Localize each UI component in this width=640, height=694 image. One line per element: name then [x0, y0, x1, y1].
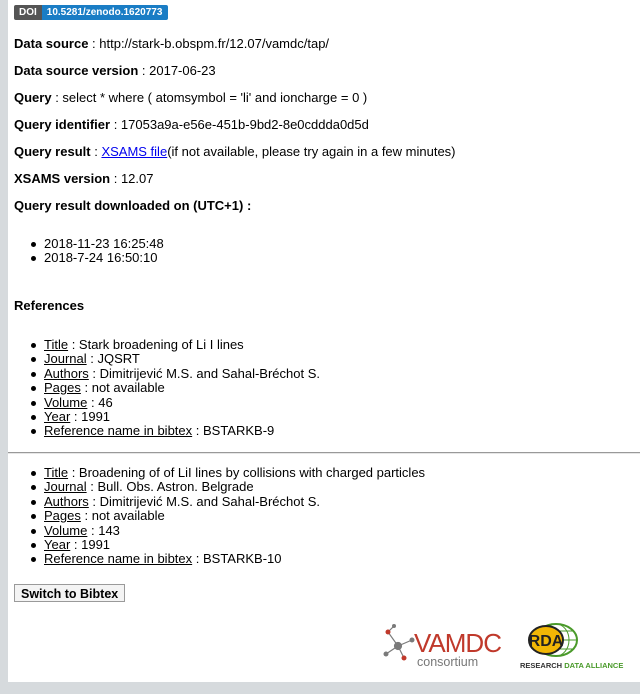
references-divider	[8, 452, 640, 454]
reference-field-value: : 46	[87, 394, 113, 410]
reference-field-key: Journal	[44, 479, 87, 495]
vamdc-logo-text: VAMDC	[414, 628, 501, 658]
rda-caption-part-2: DATA ALLIANCE	[564, 661, 624, 670]
reference-authors	[44, 367, 320, 381]
reference-field-key: Journal	[44, 351, 87, 367]
reference-field-value: : not available	[80, 508, 165, 524]
reference-title	[44, 466, 425, 480]
query-row	[14, 90, 367, 105]
data-source-row	[14, 36, 329, 51]
doi-badge[interactable]	[14, 5, 168, 20]
separator: :	[51, 90, 63, 105]
reference-volume	[44, 524, 425, 538]
doi-badge-label: DOI	[14, 5, 42, 20]
separator: :	[88, 36, 100, 51]
switch-to-bibtex-button[interactable]: Switch to Bibtex	[14, 584, 125, 602]
reference-title	[44, 338, 320, 352]
vamdc-logo-subtext: consortium	[417, 655, 479, 669]
data-source-version-label: Data source version	[14, 63, 139, 78]
reference-field-value: : Stark broadening of Li I lines	[68, 337, 244, 352]
reference-field-key: Year	[44, 537, 71, 553]
reference-bibtex-name	[44, 552, 425, 566]
reference-authors	[44, 495, 425, 509]
reference-field-key: Title	[44, 337, 69, 352]
reference-2	[8, 466, 425, 567]
reference-pages	[44, 509, 425, 523]
reference-field-key: Title	[44, 465, 69, 480]
reference-field-key: Reference name in bibtex	[44, 423, 193, 439]
data-source-version-row	[14, 63, 216, 78]
references-heading-row	[14, 298, 84, 313]
reference-field-key: Year	[44, 409, 71, 425]
vamdc-molecule-icon	[384, 624, 415, 661]
xsams-file-link[interactable]: XSAMS file	[101, 144, 168, 159]
separator: :	[90, 144, 102, 159]
rda-logo-caption	[520, 661, 623, 670]
downloaded-heading: Query result downloaded on (UTC+1) :	[14, 198, 252, 213]
query-identifier-label: Query identifier	[14, 117, 111, 132]
reference-field-value: : 143	[87, 522, 120, 538]
reference-pages	[44, 381, 320, 395]
query-identifier-value: 17053a9a-e56e-451b-9bd2-8e0cddda0d5d	[120, 117, 369, 132]
reference-field-key: Volume	[44, 522, 88, 538]
vamdc-logo	[384, 624, 502, 669]
data-source-label: Data source	[14, 36, 89, 51]
doi-badge-value: 10.5281/zenodo.1620773	[42, 5, 169, 20]
query-result-note: (if not available, please try again in a few minutes)	[167, 144, 456, 159]
reference-field-key: Authors	[44, 365, 89, 381]
query-result-label: Query result	[14, 144, 91, 159]
reference-bibtex-name	[44, 424, 320, 438]
reference-1	[8, 338, 320, 439]
rda-logo-mark: RDA	[528, 633, 564, 650]
reference-field-value: : Dimitrijević M.S. and Sahal-Bréchot S.	[88, 493, 321, 509]
data-source-version-value: 2017-06-23	[149, 63, 216, 78]
reference-field-key: Pages	[44, 380, 81, 396]
reference-field-key: Authors	[44, 493, 89, 509]
list-item: 2018-11-23 16:25:48	[44, 236, 164, 251]
reference-field-key: Reference name in bibtex	[44, 551, 193, 567]
separator: :	[110, 117, 121, 132]
query-identifier-row	[14, 117, 369, 132]
data-source-value: http://stark-b.obspm.fr/12.07/vamdc/tap/	[99, 36, 330, 51]
reference-journal	[44, 480, 425, 494]
xsams-version-row	[14, 171, 153, 186]
reference-year	[44, 410, 320, 424]
separator: :	[138, 63, 150, 78]
logos-svg	[380, 620, 630, 672]
query-label: Query	[14, 90, 52, 105]
reference-field-value: : Broadening of of LiI lines by collisions with charged particles	[68, 465, 426, 480]
reference-volume	[44, 396, 320, 410]
reference-field-key: Volume	[44, 394, 88, 410]
reference-field-key: Pages	[44, 508, 81, 524]
rda-logo	[520, 624, 623, 670]
page	[8, 0, 640, 682]
reference-field-value: : BSTARKB-10	[192, 551, 282, 567]
reference-field-value: : BSTARKB-9	[192, 423, 275, 439]
reference-field-value: : not available	[80, 380, 165, 396]
query-result-row	[14, 144, 456, 159]
reference-field-value: : 1991	[70, 537, 111, 553]
rda-caption-part-1: RESEARCH	[520, 661, 565, 670]
footer-logos	[380, 620, 630, 672]
downloaded-heading-row	[14, 198, 251, 213]
xsams-version-value: 12.07	[120, 171, 154, 186]
separator: :	[110, 171, 121, 186]
reference-journal	[44, 352, 320, 366]
references-heading: References	[14, 298, 85, 313]
reference-field-value: : Bull. Obs. Astron. Belgrade	[86, 479, 254, 495]
reference-year	[44, 538, 425, 552]
download-dates-list	[8, 237, 164, 266]
reference-field-value: : JQSRT	[86, 351, 140, 367]
reference-field-value: : Dimitrijević M.S. and Sahal-Bréchot S.	[88, 365, 321, 381]
query-value: select * where ( atomsymbol = 'li' and ioncharge = 0 )	[62, 90, 368, 105]
list-item: 2018-7-24 16:50:10	[44, 251, 164, 265]
xsams-version-label: XSAMS version	[14, 171, 111, 186]
reference-field-value: : 1991	[70, 409, 111, 425]
